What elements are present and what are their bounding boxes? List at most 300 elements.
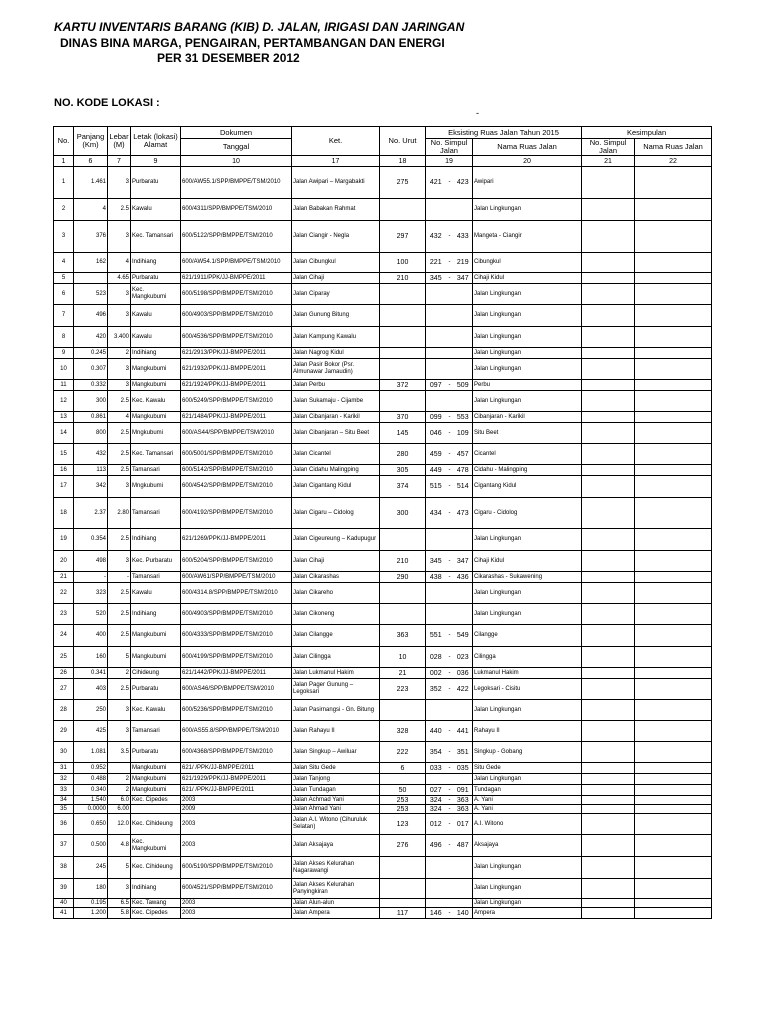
row-nama-ruas: Lukmanul Hakim xyxy=(473,668,582,679)
row-lebar: 5 xyxy=(108,647,131,668)
row-panjang: 523 xyxy=(74,284,108,305)
row-dokumen: 621/1484/PPK/JJ-BMPPE/2011 xyxy=(181,412,292,423)
row-k-no-simpul xyxy=(582,284,635,305)
table-row xyxy=(54,529,712,551)
row-dokumen: 600/4333/SPP/BMPPE/TSM/2010 xyxy=(181,625,292,647)
row-nama-ruas: Jalan Lingkungan xyxy=(473,899,582,908)
row-panjang: 0.341 xyxy=(74,668,108,679)
row-dokumen: 600/4199/SPP/BMPPE/TSM/2010 xyxy=(181,647,292,668)
row-no-urut: 10 xyxy=(380,647,426,668)
row-k-nama-ruas xyxy=(635,327,712,348)
row-nama-ruas: Jalan Lingkungan xyxy=(473,700,582,721)
row-ket: Jalan Ciparay xyxy=(292,284,380,305)
row-dokumen: 600/4903/SPP/BMPPE/TSM/2010 xyxy=(181,604,292,625)
row-no-urut: 305 xyxy=(380,465,426,476)
row-k-no-simpul xyxy=(582,721,635,742)
row-simpul-start: 434 xyxy=(426,498,446,529)
agency-name: DINAS BINA MARGA, PENGAIRAN, PERTAMBANGAN DAN ENERGI xyxy=(60,36,445,50)
row-k-no-simpul xyxy=(582,572,635,583)
row-letak: Kec. Kawalu xyxy=(131,391,181,412)
row-k-nama-ruas xyxy=(635,583,712,604)
row-lebar: 2.5 xyxy=(108,529,131,551)
row-simpul-dash: - xyxy=(446,814,454,835)
row-k-no-simpul xyxy=(582,774,635,785)
row-k-no-simpul xyxy=(582,551,635,572)
row-nama-ruas: A. Yani xyxy=(473,805,582,814)
row-ket: Jalan Babakan Rahmat xyxy=(292,199,380,221)
row-panjang: 162 xyxy=(74,253,108,273)
row-simpul-dash xyxy=(446,879,454,899)
row-nama-ruas: Cidahu - Malingping xyxy=(473,465,582,476)
row-lebar: 3.400 xyxy=(108,327,131,348)
row-k-no-simpul xyxy=(582,604,635,625)
row-lebar: 2.5 xyxy=(108,444,131,465)
row-no: 15 xyxy=(54,444,74,465)
row-ket: Jalan Situ Gede xyxy=(292,763,380,774)
row-k-nama-ruas xyxy=(635,908,712,919)
table-row xyxy=(54,199,712,221)
row-simpul-dash: - xyxy=(446,785,454,796)
row-letak: Kawalu xyxy=(131,327,181,348)
row-k-nama-ruas xyxy=(635,899,712,908)
row-dokumen: 600/4314.8/SPP/BMPPE/TSM/2010 xyxy=(181,583,292,604)
document-title: KARTU INVENTARIS BARANG (KIB) D. JALAN, IRIGASI DAN JARINGAN xyxy=(54,20,465,34)
row-nama-ruas: Cibanjaran - Karikil xyxy=(473,412,582,423)
row-dokumen: 600/5190/SPP/BMPPE/TSM/2010 xyxy=(181,857,292,879)
row-k-nama-ruas xyxy=(635,423,712,444)
row-dokumen: 621/1932/PPK/JJ-BMPPE/2011 xyxy=(181,359,292,380)
row-panjang: 1.081 xyxy=(74,742,108,763)
row-panjang: 400 xyxy=(74,625,108,647)
row-letak: Mangkubumi xyxy=(131,625,181,647)
row-simpul-end: 487 xyxy=(454,835,473,857)
row-nama-ruas: Jalan Lingkungan xyxy=(473,199,582,221)
row-no-urut: 210 xyxy=(380,273,426,284)
row-simpul-end: 514 xyxy=(454,476,473,498)
table-row xyxy=(54,167,712,199)
row-letak: Purbaratu xyxy=(131,742,181,763)
row-k-no-simpul xyxy=(582,221,635,253)
table-row xyxy=(54,284,712,305)
row-simpul-start: 515 xyxy=(426,476,446,498)
row-dokumen: 600/AW61/SPP/BMPPE/TSM/2010 xyxy=(181,572,292,583)
row-ket: Jalan Cihaji xyxy=(292,273,380,284)
row-dokumen: 621/1442/PPK/JJ-BMPPE/2011 xyxy=(181,668,292,679)
row-no-urut xyxy=(380,529,426,551)
row-letak: Kec. Mangkubumi xyxy=(131,835,181,857)
row-panjang: 160 xyxy=(74,647,108,668)
row-letak: Kawalu xyxy=(131,583,181,604)
row-ket: Jalan Cigeureung – Kadupugur xyxy=(292,529,380,551)
row-panjang: 0.952 xyxy=(74,763,108,774)
row-panjang: 250 xyxy=(74,700,108,721)
row-lebar: 2 xyxy=(108,348,131,359)
row-simpul-end xyxy=(454,879,473,899)
row-nama-ruas: Singkup - Gobang xyxy=(473,742,582,763)
row-ket: Jalan Cidahu Malingping xyxy=(292,465,380,476)
table-row xyxy=(54,305,712,327)
row-no-urut: 6 xyxy=(380,763,426,774)
row-lebar: 2.5 xyxy=(108,604,131,625)
row-simpul-start xyxy=(426,327,446,348)
row-letak: Indihiang xyxy=(131,253,181,273)
row-panjang: 420 xyxy=(74,327,108,348)
row-ket: Jalan Pasir Bokor (Psr. Almunawar Jamaudin) xyxy=(292,359,380,380)
row-no: 11 xyxy=(54,380,74,391)
row-k-no-simpul xyxy=(582,742,635,763)
row-simpul-start: 421 xyxy=(426,167,446,199)
row-simpul-dash: - xyxy=(446,551,454,572)
row-k-no-simpul xyxy=(582,498,635,529)
row-k-nama-ruas xyxy=(635,774,712,785)
row-no-urut xyxy=(380,700,426,721)
row-simpul-dash: - xyxy=(446,444,454,465)
table-row xyxy=(54,796,712,805)
row-simpul-dash xyxy=(446,899,454,908)
row-dokumen: 621/1269/PPK/JJ-BMPPE/2011 xyxy=(181,529,292,551)
row-panjang: 0.500 xyxy=(74,835,108,857)
row-no: 33 xyxy=(54,785,74,796)
row-panjang: 0.354 xyxy=(74,529,108,551)
row-simpul-dash: - xyxy=(446,221,454,253)
row-k-no-simpul xyxy=(582,253,635,273)
row-simpul-dash: - xyxy=(446,625,454,647)
row-letak: Cihideung xyxy=(131,668,181,679)
row-dokumen: 600/4542/SPP/BMPPE/TSM/2010 xyxy=(181,476,292,498)
row-dokumen: 600/5204/SPP/BMPPE/TSM/2010 xyxy=(181,551,292,572)
row-simpul-end xyxy=(454,359,473,380)
row-nama-ruas: Jalan Lingkungan xyxy=(473,604,582,625)
row-simpul-start: 099 xyxy=(426,412,446,423)
row-no: 35 xyxy=(54,805,74,814)
row-nama-ruas: Jalan Lingkungan xyxy=(473,327,582,348)
row-letak: Indihiang xyxy=(131,879,181,899)
row-no: 36 xyxy=(54,814,74,835)
row-no: 13 xyxy=(54,412,74,423)
col-number: 10 xyxy=(181,156,292,167)
row-simpul-end: 441 xyxy=(454,721,473,742)
row-no-urut xyxy=(380,583,426,604)
row-nama-ruas: A.I. Witono xyxy=(473,814,582,835)
row-lebar: 6.5 xyxy=(108,899,131,908)
row-letak: Purbaratu xyxy=(131,273,181,284)
row-simpul-dash: - xyxy=(446,763,454,774)
row-dokumen: 600/5249/SPP/BMPPE/TSM/2010 xyxy=(181,391,292,412)
row-simpul-start xyxy=(426,284,446,305)
col-number: 20 xyxy=(473,156,582,167)
row-ket: Jalan Aksajaya xyxy=(292,835,380,857)
row-no-urut: 223 xyxy=(380,679,426,700)
row-lebar: 2.5 xyxy=(108,679,131,700)
row-lebar: 12.0 xyxy=(108,814,131,835)
row-k-no-simpul xyxy=(582,423,635,444)
row-ket: Jalan Perbu xyxy=(292,380,380,391)
row-simpul-start xyxy=(426,604,446,625)
row-simpul-start xyxy=(426,879,446,899)
row-simpul-end: 036 xyxy=(454,668,473,679)
row-no: 10 xyxy=(54,359,74,380)
row-simpul-end xyxy=(454,899,473,908)
row-lebar: 3 xyxy=(108,721,131,742)
row-k-nama-ruas xyxy=(635,785,712,796)
table-row xyxy=(54,647,712,668)
table-row xyxy=(54,273,712,284)
row-nama-ruas: Mangeta - Ciangir xyxy=(473,221,582,253)
col-eksisting: Eksisting Ruas Jalan Tahun 2015 xyxy=(426,127,582,139)
row-k-nama-ruas xyxy=(635,572,712,583)
row-ket: Jalan Lukmanul Hakim xyxy=(292,668,380,679)
row-simpul-start xyxy=(426,774,446,785)
col-number: 22 xyxy=(635,156,712,167)
table-row xyxy=(54,805,712,814)
row-k-no-simpul xyxy=(582,476,635,498)
row-simpul-end xyxy=(454,857,473,879)
row-k-no-simpul xyxy=(582,273,635,284)
row-simpul-start xyxy=(426,391,446,412)
row-k-nama-ruas xyxy=(635,444,712,465)
kode-lokasi-label: NO. KODE LOKASI : xyxy=(54,97,160,109)
row-panjang: 520 xyxy=(74,604,108,625)
row-simpul-end: 091 xyxy=(454,785,473,796)
row-dokumen: 600/5236/SPP/BMPPE/TSM/2010 xyxy=(181,700,292,721)
row-lebar: 2.5 xyxy=(108,583,131,604)
row-panjang: 0.195 xyxy=(74,899,108,908)
row-letak: Kec. Tamansari xyxy=(131,444,181,465)
row-dokumen: 600/4192/SPP/BMPPE/TSM/2010 xyxy=(181,498,292,529)
row-no: 4 xyxy=(54,253,74,273)
row-no: 5 xyxy=(54,273,74,284)
row-no-urut: 280 xyxy=(380,444,426,465)
row-dokumen: 600/4903/SPP/BMPPE/TSM/2010 xyxy=(181,305,292,327)
row-simpul-end: 109 xyxy=(454,423,473,444)
row-dokumen: 2003 xyxy=(181,908,292,919)
row-ket: Jalan A.I. Witono (Cihuruluk Selatan) xyxy=(292,814,380,835)
row-simpul-end: 347 xyxy=(454,273,473,284)
row-lebar: 2.5 xyxy=(108,625,131,647)
row-simpul-end: 363 xyxy=(454,805,473,814)
row-k-no-simpul xyxy=(582,625,635,647)
row-panjang: 376 xyxy=(74,221,108,253)
row-ket: Jalan Kampung Kawalu xyxy=(292,327,380,348)
row-no-urut: 21 xyxy=(380,668,426,679)
row-lebar: 2.5 xyxy=(108,199,131,221)
row-dokumen: 621/1924/PPK/JJ-BMPPE/2011 xyxy=(181,380,292,391)
row-simpul-dash xyxy=(446,774,454,785)
row-ket: Jalan Cibanjaran - Karikil xyxy=(292,412,380,423)
row-k-no-simpul xyxy=(582,879,635,899)
row-k-nama-ruas xyxy=(635,380,712,391)
row-simpul-end: 423 xyxy=(454,167,473,199)
row-letak: Indihiang xyxy=(131,529,181,551)
row-no: 14 xyxy=(54,423,74,444)
row-panjang: 0.650 xyxy=(74,814,108,835)
row-nama-ruas: Cikarashas - Sukawening xyxy=(473,572,582,583)
row-simpul-end xyxy=(454,700,473,721)
row-no: 16 xyxy=(54,465,74,476)
row-no-urut: 210 xyxy=(380,551,426,572)
row-no-urut: 300 xyxy=(380,498,426,529)
row-simpul-start xyxy=(426,700,446,721)
row-k-nama-ruas xyxy=(635,857,712,879)
row-letak xyxy=(131,805,181,814)
row-ket: Jalan Akses Kelurahan Panyingkiran xyxy=(292,879,380,899)
table-row xyxy=(54,380,712,391)
row-lebar: 2.5 xyxy=(108,391,131,412)
row-no: 8 xyxy=(54,327,74,348)
row-no: 30 xyxy=(54,742,74,763)
row-no: 37 xyxy=(54,835,74,857)
row-panjang: 342 xyxy=(74,476,108,498)
table-row xyxy=(54,391,712,412)
row-no-urut: 253 xyxy=(380,796,426,805)
row-simpul-dash xyxy=(446,857,454,879)
row-no-urut: 363 xyxy=(380,625,426,647)
row-nama-ruas: Cihaji Kidul xyxy=(473,273,582,284)
row-simpul-end: 422 xyxy=(454,679,473,700)
row-simpul-dash xyxy=(446,305,454,327)
row-ket: Jalan Singkup – Awiluar xyxy=(292,742,380,763)
row-simpul-dash: - xyxy=(446,380,454,391)
row-letak: Kawalu xyxy=(131,199,181,221)
row-nama-ruas: Jalan Lingkungan xyxy=(473,857,582,879)
stray-mark: - xyxy=(476,108,479,118)
row-dokumen: 600/5142/SPP/BMPPE/TSM/2010 xyxy=(181,465,292,476)
table-row xyxy=(54,857,712,879)
table-row xyxy=(54,785,712,796)
row-simpul-start: 440 xyxy=(426,721,446,742)
row-panjang: 0.488 xyxy=(74,774,108,785)
row-k-nama-ruas xyxy=(635,814,712,835)
row-no-urut: 374 xyxy=(380,476,426,498)
row-ket: Jalan Cilangge xyxy=(292,625,380,647)
row-letak: Kawalu xyxy=(131,305,181,327)
row-lebar: 3.5 xyxy=(108,742,131,763)
row-simpul-start xyxy=(426,899,446,908)
row-simpul-dash: - xyxy=(446,908,454,919)
row-lebar: 3 xyxy=(108,305,131,327)
row-no: 29 xyxy=(54,721,74,742)
row-simpul-start: 324 xyxy=(426,805,446,814)
table-row xyxy=(54,814,712,835)
col-tanggal: Tanggal xyxy=(181,139,292,156)
row-simpul-dash: - xyxy=(446,498,454,529)
row-k-nama-ruas xyxy=(635,305,712,327)
row-k-no-simpul xyxy=(582,167,635,199)
row-k-nama-ruas xyxy=(635,604,712,625)
row-dokumen: 621/ /PPK/JJ-BMPPE/2011 xyxy=(181,763,292,774)
row-nama-ruas: Cilingga xyxy=(473,647,582,668)
row-no-urut: 100 xyxy=(380,253,426,273)
row-panjang: 800 xyxy=(74,423,108,444)
row-panjang: 432 xyxy=(74,444,108,465)
row-no-urut xyxy=(380,284,426,305)
row-simpul-end: 433 xyxy=(454,221,473,253)
col-ket: Ket. xyxy=(292,127,380,156)
col-number: 17 xyxy=(292,156,380,167)
row-no-urut: 297 xyxy=(380,221,426,253)
row-ket: Jalan Nagrog Kidul xyxy=(292,348,380,359)
row-k-no-simpul xyxy=(582,465,635,476)
row-dokumen: 621/ /PPK/JJ-BMPPE/2011 xyxy=(181,785,292,796)
row-letak: Tamansari xyxy=(131,498,181,529)
row-no: 26 xyxy=(54,668,74,679)
row-panjang: 245 xyxy=(74,857,108,879)
row-no-urut xyxy=(380,391,426,412)
row-dokumen: 2003 xyxy=(181,899,292,908)
row-simpul-start: 324 xyxy=(426,796,446,805)
row-letak: Kec. Cihideung xyxy=(131,814,181,835)
row-simpul-start xyxy=(426,857,446,879)
row-k-nama-ruas xyxy=(635,529,712,551)
row-no-urut xyxy=(380,879,426,899)
row-k-no-simpul xyxy=(582,348,635,359)
row-k-nama-ruas xyxy=(635,679,712,700)
row-k-nama-ruas xyxy=(635,412,712,423)
row-simpul-start: 354 xyxy=(426,742,446,763)
row-lebar: 4.8 xyxy=(108,835,131,857)
row-k-nama-ruas xyxy=(635,835,712,857)
row-nama-ruas: Rahayu II xyxy=(473,721,582,742)
table-row xyxy=(54,625,712,647)
row-nama-ruas: Aksajaya xyxy=(473,835,582,857)
row-no: 25 xyxy=(54,647,74,668)
row-panjang: 0.245 xyxy=(74,348,108,359)
row-letak: Mangkubumi xyxy=(131,412,181,423)
row-dokumen: 600/5198/SPP/BMPPE/TSM/2010 xyxy=(181,284,292,305)
row-simpul-end: 140 xyxy=(454,908,473,919)
row-no-urut: 370 xyxy=(380,412,426,423)
table-row xyxy=(54,551,712,572)
row-simpul-end: 553 xyxy=(454,412,473,423)
row-panjang: 0.0000 xyxy=(74,805,108,814)
row-k-nama-ruas xyxy=(635,359,712,380)
row-nama-ruas: Situ Gede xyxy=(473,763,582,774)
row-dokumen: 600/AS55.8/SPP/BMPPE/TSM/2010 xyxy=(181,721,292,742)
row-no: 19 xyxy=(54,529,74,551)
row-panjang: 2.37 xyxy=(74,498,108,529)
row-no: 23 xyxy=(54,604,74,625)
row-simpul-start xyxy=(426,348,446,359)
row-panjang: 0.340 xyxy=(74,785,108,796)
row-dokumen: 621/1929/PPK/JJ-BMPPE/2011 xyxy=(181,774,292,785)
row-no: 7 xyxy=(54,305,74,327)
col-no-simpul: No. Simpul Jalan xyxy=(426,139,473,156)
row-letak: Kec. Kawalu xyxy=(131,700,181,721)
row-simpul-dash: - xyxy=(446,835,454,857)
row-k-nama-ruas xyxy=(635,465,712,476)
row-simpul-start: 221 xyxy=(426,253,446,273)
table-row xyxy=(54,668,712,679)
row-letak: Mngkubumi xyxy=(131,423,181,444)
row-no-urut: 253 xyxy=(380,805,426,814)
row-k-nama-ruas xyxy=(635,498,712,529)
row-simpul-end: 549 xyxy=(454,625,473,647)
row-no: 9 xyxy=(54,348,74,359)
row-ket: Jalan Ciangir - Negla xyxy=(292,221,380,253)
row-simpul-end xyxy=(454,604,473,625)
row-simpul-start: 028 xyxy=(426,647,446,668)
row-simpul-start: 449 xyxy=(426,465,446,476)
row-simpul-end xyxy=(454,199,473,221)
row-nama-ruas: Cigaru - Cidolog xyxy=(473,498,582,529)
row-k-no-simpul xyxy=(582,391,635,412)
row-k-nama-ruas xyxy=(635,551,712,572)
inventory-table xyxy=(53,126,712,919)
row-simpul-dash: - xyxy=(446,253,454,273)
col-number: 6 xyxy=(74,156,108,167)
row-no: 17 xyxy=(54,476,74,498)
row-k-nama-ruas xyxy=(635,796,712,805)
